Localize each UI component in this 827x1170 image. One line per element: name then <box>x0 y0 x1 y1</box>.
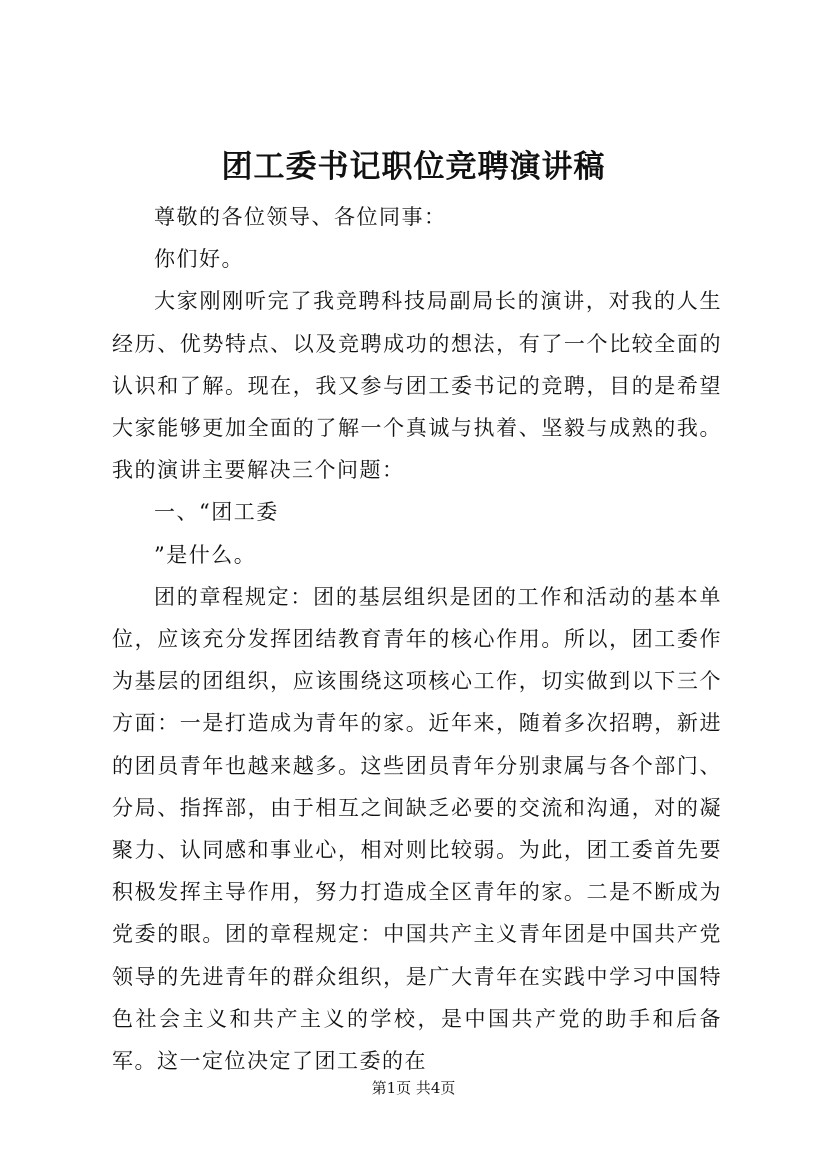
paragraph-heading-one-end: ”是什么。 <box>154 542 257 567</box>
page-number-footer: 第1页 共4页 <box>371 1079 456 1097</box>
paragraph-section-one: 团的章程规定：团的基层组织是团的工作和活动的基本单位，应该充分发挥团结教育青年的核心作用。所以，团工委作为基层的团组织，应该围绕这项核心工作，切实做到以下三个方面：一是打造成为青年的家。近年来，随着多次招聘，新进的团员青年也越来越多。这些团员青年分别隶属与各个部门、分局、指挥部，由于相互之间缺乏必要的交流和沟通，对的凝聚力、认同感和事业心，相对则比较弱。为此，团工委首先要积极发挥主导作用，努力打造成全区青年的家。二是不断成为党委的眼。团的章程规定：中国共产主义青年团是中国共产党领导的先进青年的群众组织，是广大青年在实践中学习中国特色社会主义和共产主义的学校，是中国共产党的助手和后备军。这一定位决定了团工委的在 <box>112 584 722 1074</box>
paragraph-intro: 大家刚刚听完了我竞聘科技局副局长的演讲，对我的人生经历、优势特点、以及竞聘成功的想法，有了一个比较全面的认识和了解。现在，我又参与团工委书记的竞聘，目的是希望大家能够更加全面的了解一个真诚与执着、坚毅与成熟的我。我的演讲主要解决三个问题： <box>112 289 722 483</box>
document-body <box>112 196 722 1082</box>
document-title: 团工委书记职位竞聘演讲稿 <box>221 149 606 185</box>
paragraph-heading-one-start: 一、“团工委 <box>154 500 279 525</box>
paragraph-salutation: 尊敬的各位领导、各位同事： <box>154 205 447 229</box>
paragraph-greeting: 你们好。 <box>154 247 244 272</box>
